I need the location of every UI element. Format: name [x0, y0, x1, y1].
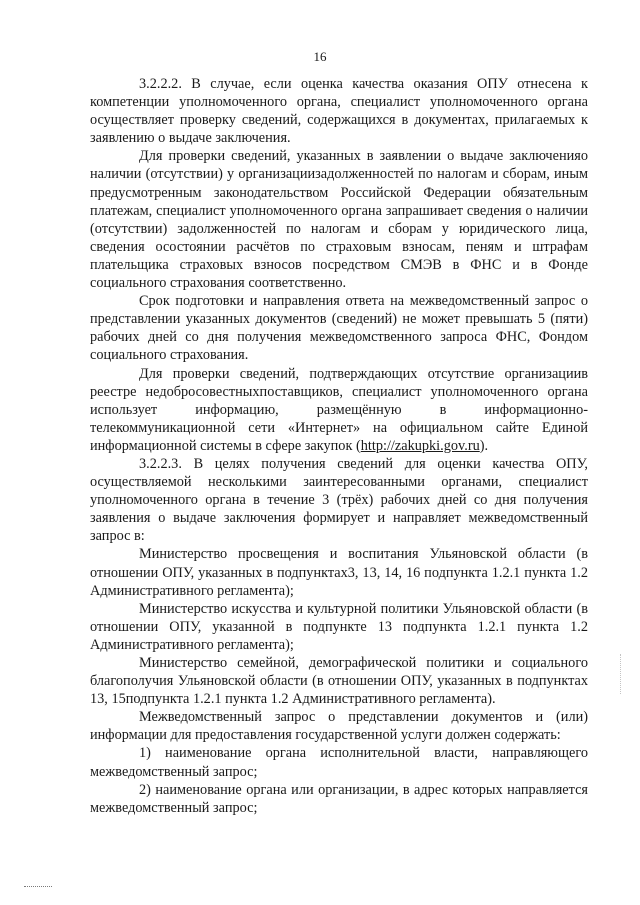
paragraph-tax-debt-check: Для проверки сведений, указанных в заявлении о выдаче заключенияо наличии (отсутствии) у организациизадолженностей по налогам и сборам, иным предусмотренным законодательством Российской Федерации обязательным платежам, специалист уполномоченного органа запрашивает сведения о наличии (отсутствии) задолженностей по налогам и сборам у юридического лица, сведения осостоянии расчётов по страховым взносам, пеням и штрафам плательщика страховых взносов посредством СМЭВ в ФНС и в Фонде социального страхования соответственно. [90, 148, 588, 292]
paragraph-response-deadline: Срок подготовки и направления ответа на межведомственный запрос о представлении указанных документов (сведений) не может превышать 5 (пяти) рабочих дней со дня получения межведомственного запроса ФНС, Фондом социального страхования. [90, 293, 588, 364]
document-body [90, 75, 588, 817]
scan-corner-mark [24, 886, 52, 887]
paragraph-3-2-2-2: 3.2.2.2. В случае, если оценка качества оказания ОПУ отнесена к компетенции уполномоченного органа, специалист уполномоченного органа осуществляет проверку сведений, содержащихся в документах, прилагаемых к заявлению о выдаче заключения. [90, 76, 588, 147]
paragraph-ministry-education: Министерство просвещения и воспитания Ульяновской области (в отношении ОПУ, указанных в подпунктах3, 13, 14, 16 подпункта 1.2.1 пункта 1.2 Административного регламента); [90, 546, 588, 599]
scan-side-mark [620, 654, 622, 694]
paragraph-ministry-culture: Министерство искусства и культурной политики Ульяновской области (в отношении ОПУ, указанной в подпункте 13 подпункта 1.2.1 пункта 1.2 Административного регламента); [90, 600, 588, 653]
paragraph-request-content: Межведомственный запрос о представлении документов и (или) информации для предоставления государственной услуги должен содержать: [90, 709, 588, 744]
list-item-2: 2) наименование органа или организации, в адрес которых направляется межведомственный запрос; [90, 781, 588, 816]
list-item-1: 1) наименование органа исполнительной власти, направляющего межведомственный запрос; [90, 745, 588, 780]
paragraph-3-2-2-3: 3.2.2.3. В целях получения сведений для оценки качества ОПУ, осуществляемой несколькими заинтересованными органами, специалист уполномоченного органа в течение 3 (трёх) рабочих дней со дня получения заявления о выдаче заключения формирует и направляет межведомственный запрос в: [90, 455, 588, 545]
registry-text-after-link: ). [479, 437, 489, 454]
paragraph-ministry-family: Министерство семейной, демографической политики и социального благополучия Ульяновской области (в отношении ОПУ, указанных в подпунктах 13, 15подпункта 1.2.1 пункта 1.2 Административного регламента). [90, 655, 588, 708]
registry-text-before-link: Для проверки сведений, подтверждающих отсутствие организациив реестре недобросовестныхпоставщиков, специалист уполномоченного органа использует информацию, размещённую в информационно-телекоммуникационной сети «Интернет» на официальном сайте Единой информационной системы в сфере закупок ( [90, 365, 588, 454]
paragraph-registry-check [90, 365, 588, 455]
zakupki-link[interactable]: http://zakupki.gov.ru [360, 437, 480, 454]
page-number: 16 [313, 49, 327, 64]
